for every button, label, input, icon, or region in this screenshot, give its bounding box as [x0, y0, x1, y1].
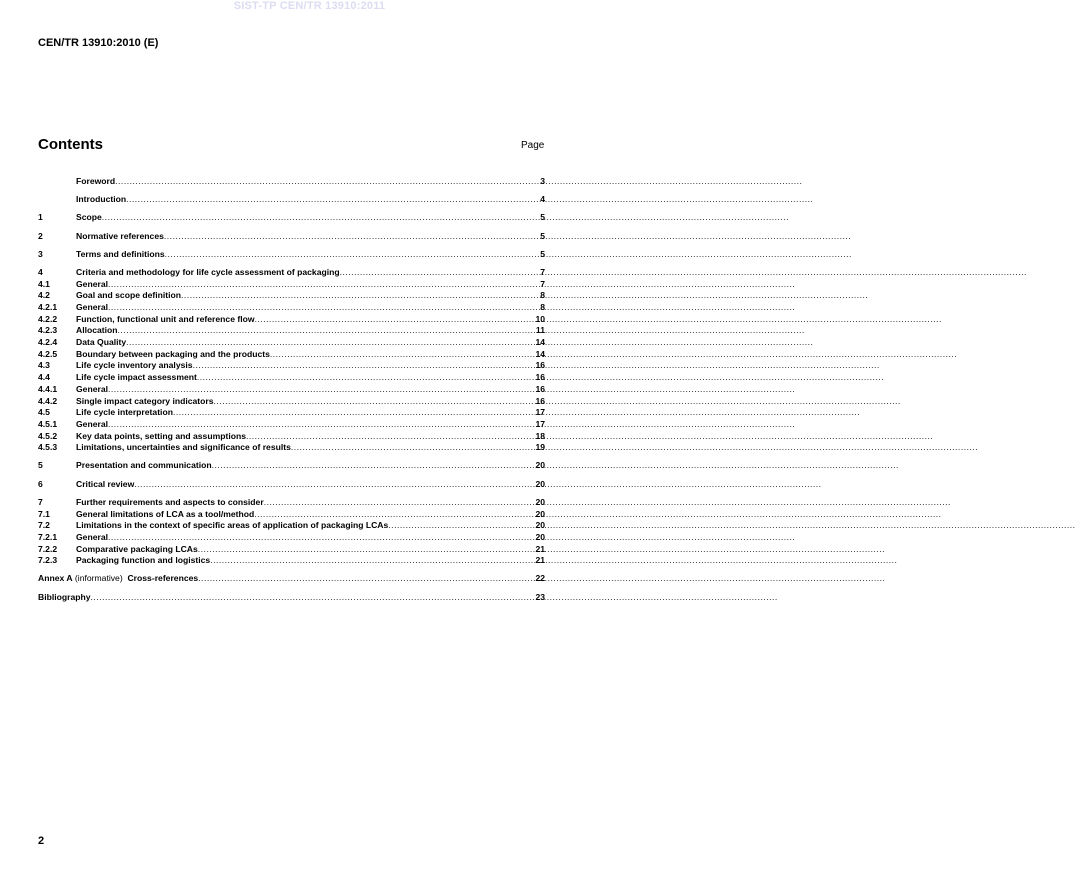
toc-entry-title-text: Life cycle interpretation	[76, 407, 173, 418]
toc-entry-page: 5	[540, 248, 545, 259]
toc-entry-title-text: General limitations of LCA as a tool/method	[76, 508, 255, 519]
toc-entry-title	[76, 407, 173, 419]
toc-entry-page: 18	[535, 430, 545, 441]
toc-entry-title-text: Data Quality	[76, 337, 127, 348]
toc-entry-page: 21	[535, 555, 545, 566]
toc-entry-title-text: Scope	[76, 212, 102, 223]
toc-entry-title	[76, 544, 198, 556]
bibliography-title: Bibliography	[38, 591, 91, 602]
annex-title: Cross-references	[127, 573, 199, 584]
dot-leader	[181, 290, 540, 302]
page-column-label: Page	[521, 140, 545, 151]
toc-entry-page: 8	[540, 302, 545, 312]
toc-entry-number: 7.2.1	[38, 531, 58, 542]
toc-entry-title	[76, 372, 197, 384]
toc-entry-page: 16	[535, 395, 545, 406]
toc-entry[interactable]	[38, 592, 545, 604]
toc-entry[interactable]	[38, 337, 545, 349]
dot-leader	[165, 249, 541, 261]
toc-entry-number: 4.5	[38, 407, 50, 418]
toc-entry-title	[76, 194, 126, 206]
toc-entry-title	[76, 337, 126, 349]
watermark: SIST-TP CEN/TR 13910:2011	[233, 0, 386, 12]
toc-entry-page: 20	[535, 496, 545, 507]
toc-entry[interactable]	[38, 314, 545, 326]
toc-entry[interactable]	[38, 325, 545, 337]
toc-entry-title	[76, 396, 214, 408]
toc-entry[interactable]	[38, 442, 545, 454]
dot-leader	[255, 314, 536, 326]
toc-entry-title-text: Criteria and methodology for life cycle assessment of packaging	[76, 266, 340, 277]
annex-label: Annex A	[38, 573, 73, 584]
toc-entry-title	[76, 231, 164, 243]
table-of-contents	[38, 176, 545, 603]
toc-entry-number: 2	[38, 230, 43, 241]
toc-entry-page: 20	[535, 508, 545, 519]
dot-leader	[91, 592, 536, 604]
toc-entry-title	[76, 419, 108, 431]
dot-leader	[340, 267, 541, 279]
toc-entry-number: 4.2.1	[38, 302, 58, 312]
toc-entry[interactable]	[38, 360, 545, 372]
toc-entry-title-text: Limitations, uncertainties and significance of results	[76, 442, 291, 453]
toc-entry-page: 17	[535, 407, 545, 418]
dot-leader	[254, 509, 535, 521]
toc-entry-title-text: Life cycle inventory analysis	[76, 360, 193, 371]
toc-entry-number: 7.2.3	[38, 555, 58, 566]
dot-leader	[264, 497, 536, 509]
dot-leader	[126, 194, 540, 206]
toc-entry[interactable]	[38, 555, 545, 567]
toc-entry-title	[76, 460, 212, 472]
toc-entry-title-text: Single impact category indicators	[76, 395, 214, 406]
dot-leader	[197, 372, 536, 384]
toc-entry[interactable]	[38, 573, 545, 585]
toc-entry[interactable]	[38, 396, 545, 408]
toc-entry-number: 7.1	[38, 508, 50, 519]
toc-entry-page: 16	[535, 372, 545, 383]
toc-entry-page: 7	[540, 278, 545, 289]
dot-leader	[115, 176, 540, 188]
toc-entry-number: 7.2.2	[38, 543, 58, 554]
toc-entry[interactable]	[38, 249, 545, 261]
toc-entry-title	[76, 509, 254, 521]
toc-entry-number: 4.5.2	[38, 430, 58, 441]
toc-entry-number: 5	[38, 460, 43, 471]
toc-entry-title	[76, 532, 108, 544]
toc-entry-title	[76, 442, 291, 454]
toc-entry-number: 4.4.1	[38, 383, 58, 394]
dot-leader	[270, 349, 536, 361]
dot-leader	[291, 442, 536, 454]
toc-entry-title-text: Goal and scope definition	[76, 290, 182, 301]
toc-entry[interactable]	[38, 544, 545, 556]
toc-entry[interactable]	[38, 231, 545, 243]
toc-entry[interactable]	[38, 279, 545, 291]
toc-entry-page: 21	[535, 543, 545, 554]
toc-entry-title-text: General	[76, 383, 109, 394]
toc-entry-page: 19	[535, 442, 545, 453]
toc-entry[interactable]	[38, 460, 545, 472]
toc-entry-number: 7.2	[38, 520, 50, 531]
dot-leader	[198, 573, 535, 585]
toc-entry[interactable]	[38, 532, 545, 544]
toc-entry-number: 1	[38, 212, 43, 223]
dot-leader	[134, 479, 535, 491]
toc-entry-number: 4.2.3	[38, 325, 58, 336]
toc-entry[interactable]	[38, 349, 545, 361]
contents-heading: Contents	[38, 136, 103, 153]
dot-leader	[108, 532, 535, 544]
toc-entry-page: 20	[535, 478, 545, 489]
toc-entry-title	[76, 349, 270, 361]
toc-entry[interactable]	[38, 520, 545, 532]
toc-entry-title-text: Boundary between packaging and the products	[76, 348, 270, 359]
toc-entry-title	[76, 176, 115, 188]
toc-entry-title	[76, 249, 165, 261]
annex-qualifier: (informative)	[72, 573, 128, 584]
toc-entry[interactable]	[38, 176, 545, 188]
toc-entry-title-text: Introduction	[76, 194, 127, 205]
toc-entry-number: 4.5.3	[38, 442, 58, 453]
dot-leader	[164, 231, 540, 243]
toc-entry-page: 22	[535, 573, 545, 584]
toc-entry-title	[76, 302, 108, 314]
toc-entry-title-text: General	[76, 531, 109, 542]
toc-entry[interactable]	[38, 302, 545, 314]
document-id: CEN/TR 13910:2010 (E)	[38, 37, 159, 49]
toc-entry[interactable]	[38, 431, 545, 443]
toc-entry-page: 20	[535, 520, 545, 531]
toc-entry-page: 23	[535, 591, 545, 602]
toc-entry-title	[76, 325, 118, 337]
page-number: 2	[38, 835, 45, 847]
toc-entry-title-text: Life cycle impact assessment	[76, 372, 197, 383]
dot-leader	[126, 337, 535, 349]
toc-entry-title	[76, 314, 255, 326]
dot-leader	[210, 555, 535, 567]
dot-leader	[198, 544, 536, 556]
toc-entry-number: 4	[38, 266, 43, 277]
toc-entry-number: 4.3	[38, 360, 50, 371]
toc-entry-title-text: Comparative packaging LCAs	[76, 543, 198, 554]
toc-entry-title-text: Key data points, setting and assumptions	[76, 430, 246, 441]
toc-entry-title-text: Limitations in the context of specific areas of application of packaging LCAs	[76, 520, 389, 531]
toc-entry-page: 14	[535, 337, 545, 348]
toc-entry-title-text: Terms and definitions	[76, 248, 165, 259]
dot-leader	[108, 419, 535, 431]
toc-entry-title	[76, 360, 193, 372]
dot-leader	[214, 396, 536, 408]
toc-entry[interactable]	[38, 194, 545, 206]
toc-entry-title	[76, 290, 181, 302]
toc-entry-title-text: Packaging function and logistics	[76, 555, 211, 566]
toc-entry-title-text: General	[76, 278, 109, 289]
toc-entry[interactable]	[38, 372, 545, 384]
toc-entry[interactable]	[38, 212, 545, 224]
toc-entry-title-text: Presentation and communication	[76, 460, 212, 471]
toc-entry-number: 4.2	[38, 290, 50, 301]
toc-entry-page: 5	[540, 212, 545, 223]
toc-entry-title-text: Allocation	[76, 325, 118, 336]
dot-leader	[388, 520, 535, 532]
toc-entry-page: 10	[535, 313, 545, 324]
toc-entry-title-text: Normative references	[76, 230, 164, 241]
toc-entry-page: 16	[535, 360, 545, 371]
toc-entry-page: 4	[540, 194, 545, 205]
toc-entry-number: 4.1	[38, 278, 50, 289]
toc-entry[interactable]	[38, 497, 545, 509]
toc-entry-title-text: Further requirements and aspects to consider	[76, 496, 264, 507]
dot-leader	[212, 460, 536, 472]
dot-leader	[108, 279, 540, 291]
toc-entry-title-text: Foreword	[76, 176, 116, 186]
toc-entry-title	[76, 555, 210, 567]
toc-entry-title	[76, 279, 108, 291]
toc-entry[interactable]	[38, 384, 545, 396]
toc-entry-page: 20	[535, 460, 545, 471]
dot-leader	[108, 384, 535, 396]
toc-entry-title	[38, 573, 198, 585]
toc-entry[interactable]	[38, 419, 545, 431]
toc-entry-page: 11	[535, 325, 545, 336]
toc-entry-number: 4.2.5	[38, 348, 58, 359]
toc-entry[interactable]	[38, 407, 545, 419]
toc-entry-page: 3	[540, 176, 545, 186]
toc-entry-number: 6	[38, 478, 43, 489]
toc-entry-page: 16	[535, 383, 545, 394]
toc-entry-title	[76, 479, 134, 491]
toc-entry-title-text: General	[76, 418, 109, 429]
toc-entry-title-text: Critical review	[76, 478, 135, 489]
toc-entry-title	[76, 267, 340, 279]
toc-entry-page: 5	[540, 230, 545, 241]
dot-leader	[108, 302, 540, 314]
dot-leader	[193, 360, 536, 372]
toc-entry-title	[76, 212, 102, 224]
toc-entry-number: 4.4.2	[38, 395, 58, 406]
dot-leader	[102, 212, 540, 224]
dot-leader	[118, 325, 536, 337]
dot-leader	[246, 431, 535, 443]
toc-entry-page: 20	[535, 531, 545, 542]
toc-entry-title	[76, 384, 108, 396]
toc-entry[interactable]	[38, 509, 545, 521]
toc-entry-title	[76, 520, 388, 532]
toc-entry[interactable]	[38, 267, 545, 279]
toc-entry-number: 4.2.4	[38, 337, 58, 348]
toc-entry-title	[76, 497, 264, 509]
toc-entry-number: 3	[38, 248, 43, 259]
toc-entry-number: 7	[38, 496, 43, 507]
toc-entry-title-text: General	[76, 302, 109, 312]
toc-entry[interactable]	[38, 290, 545, 302]
toc-entry[interactable]	[38, 479, 545, 491]
toc-entry-page: 8	[540, 290, 545, 301]
toc-entry-page: 7	[540, 266, 545, 277]
toc-entry-title	[38, 592, 91, 604]
toc-entry-number: 4.5.1	[38, 418, 58, 429]
toc-entry-number: 4.4	[38, 372, 50, 383]
toc-entry-page: 14	[535, 348, 545, 359]
toc-entry-title-text: Function, functional unit and reference flow	[76, 313, 255, 324]
toc-entry-number: 4.2.2	[38, 313, 58, 324]
dot-leader	[173, 407, 535, 419]
toc-entry-title	[76, 431, 246, 443]
toc-entry-page: 17	[535, 418, 545, 429]
